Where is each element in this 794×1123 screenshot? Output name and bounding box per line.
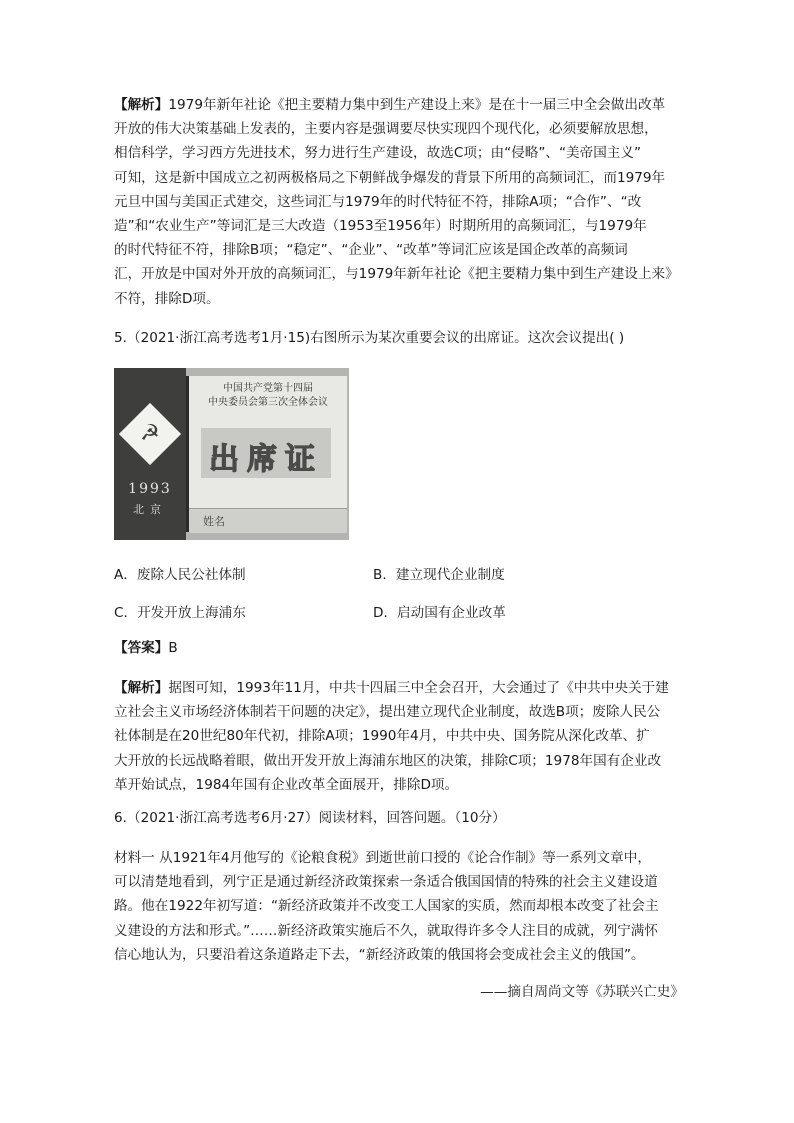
card-title-box bbox=[201, 428, 331, 478]
text-line: 社体制是在20世纪80年代初，排除A项；1990年4月，中共中央、国务院从深化改革、扩 bbox=[114, 728, 650, 745]
option-d: D．启动国有企业改革 bbox=[373, 605, 506, 621]
analysis-paragraph-2 bbox=[114, 676, 689, 797]
material-1 bbox=[114, 846, 689, 967]
material-source: ——摘自周尚文等《苏联兴亡史》 bbox=[480, 984, 684, 1000]
text-line: 开放的伟大决策基础上发表的，主要内容是强调要尽快实现四个现代化，必须要解放思想， bbox=[114, 121, 658, 138]
card-name-label: 姓名 bbox=[203, 515, 225, 528]
answer bbox=[114, 636, 689, 660]
card-name-row bbox=[189, 508, 347, 533]
text-line: 据图可知，1993年11月，中共十四届三中全会召开，大会通过了《中共中央关于建 bbox=[168, 680, 669, 696]
text-line: 大开放的长远战略着眼，做出开发开放上海浦东地区的决策，排除C项；1978年国有企业改 bbox=[114, 752, 662, 769]
answer-label: 【答案】 bbox=[114, 640, 169, 656]
answer-value: B bbox=[168, 640, 178, 656]
option-b: B．建立现代企业制度 bbox=[373, 567, 505, 583]
admission-card-photo bbox=[114, 368, 349, 540]
question-5 bbox=[114, 326, 689, 350]
option-a: A．废除人民公社体制 bbox=[114, 567, 246, 583]
text-line: 材料一 从1921年4月他写的《论粮食税》到逝世前口授的《论合作制》等一系列文章中， bbox=[114, 850, 651, 866]
text-line: 的时代特征不符，排除B项；“稳定”、“企业”、“改革”等词汇应该是国企改革的高频词 bbox=[114, 242, 628, 259]
text-line: 义建设的方法和形式。”……新经济政策实施后不久，就取得许多令人注目的成就，列宁满怀 bbox=[114, 922, 658, 939]
text-line: 可知，这是新中国成立之初两极格局之下朝鲜战争爆发的背景下所用的高频词汇，而1979年 bbox=[114, 169, 666, 186]
question-text: 5.（2021·浙江高考选考1月·15)右图所示为某次重要会议的出席证。这次会议提出( ) bbox=[114, 330, 625, 346]
text-line: 元旦中国与美国正式建交，这些词汇与1979年的时代特征不符，排除A项；“合作”、“改 bbox=[114, 193, 642, 210]
card-header bbox=[189, 382, 347, 410]
text-line: 1979年新年社论《把主要精力集中到生产建设上来》是在十一届三中全会做出改革 bbox=[168, 97, 666, 113]
text-line: 相信科学，学习西方先进技术，努力进行生产建设，故选C项；由“侵略”、“美帝国主义” bbox=[114, 145, 642, 162]
question-6 bbox=[114, 806, 689, 830]
text-line: 不符，排除D项。 bbox=[114, 290, 220, 307]
text-line: 汇，开放是中国对外开放的高频词汇，与1979年新年社论《把主要精力集中到生产建设上来》 bbox=[114, 266, 679, 283]
analysis-paragraph-1 bbox=[114, 93, 689, 311]
analysis-label: 【解析】 bbox=[114, 97, 169, 113]
text-line: 可以清楚地看到，列宁正是通过新经济政策探索一条适合俄国国情的特殊的社会主义建设道 bbox=[114, 874, 658, 891]
card-left-panel bbox=[114, 368, 186, 540]
card-title: 出席证 bbox=[209, 442, 323, 477]
text-line: 路。他在1922年初写道：“新经济政策并不改变工人国家的实质，然而却根本改变了社会主 bbox=[114, 898, 659, 915]
card-year: 1993 bbox=[128, 481, 172, 497]
text-line: 革开始试点，1984年国有企业改革全面展开，排除D项。 bbox=[114, 776, 459, 793]
text-line: 造”和“农业生产”等词汇是三大改造（1953至1956年）时期所用的高频词汇，与1979年 bbox=[114, 218, 647, 235]
text-line: 信心地认为，只要沿着这条道路走下去，“新经济政策的俄国将会变成社会主义的俄国”。 bbox=[114, 946, 645, 963]
hammer-sickle-icon: ☭ bbox=[140, 421, 160, 446]
text-line: 立社会主义市场经济体制若干问题的决定》，提出建立现代企业制度，故选B项；废除人民公 bbox=[114, 704, 661, 721]
question-text: 6.（2021·浙江高考选考6月·27）阅读材料，回答问题。（10分） bbox=[114, 810, 506, 826]
card-right-panel bbox=[186, 376, 347, 532]
card-header-line: 中央委员会第三次全体会议 bbox=[208, 397, 328, 408]
option-c: C．开发开放上海浦东 bbox=[114, 605, 246, 621]
card-header-line: 中国共产党第十四届 bbox=[223, 383, 313, 394]
analysis-label: 【解析】 bbox=[114, 680, 169, 696]
card-city: 北京 bbox=[133, 503, 167, 516]
